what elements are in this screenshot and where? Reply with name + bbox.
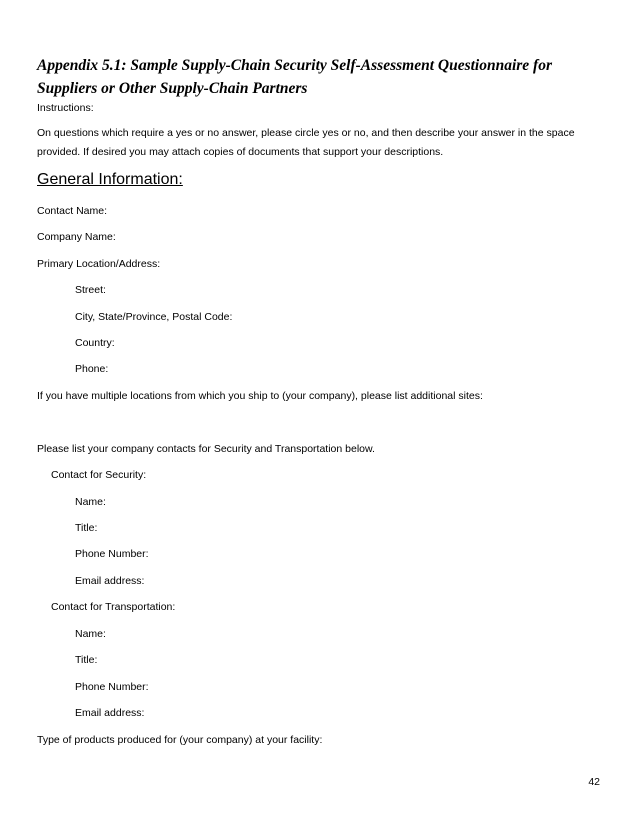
- city-state-postal-field-label: City, State/Province, Postal Code:: [75, 311, 233, 323]
- street-field-label: Street:: [75, 284, 106, 296]
- multiple-locations-prompt: If you have multiple locations from which you ship to (your company), please list additional sites:: [37, 390, 483, 402]
- page-number: 42: [588, 776, 600, 788]
- security-phone-field-label: Phone Number:: [75, 548, 149, 560]
- appendix-title-line-2: Suppliers or Other Supply-Chain Partners: [37, 80, 308, 97]
- security-name-field-label: Name:: [75, 496, 106, 508]
- country-field-label: Country:: [75, 337, 115, 349]
- instructions-label: Instructions:: [37, 102, 94, 114]
- primary-location-field-label: Primary Location/Address:: [37, 258, 161, 270]
- contact-name-field-label: Contact Name:: [37, 205, 108, 217]
- appendix-title-line-1: Appendix 5.1: Sample Supply-Chain Security Self-Assessment Questionnaire for: [37, 57, 552, 74]
- transportation-name-field-label: Name:: [75, 628, 106, 640]
- instructions-text-line-2: provided. If desired you may attach copies of documents that support your descriptions.: [37, 146, 444, 158]
- contacts-intro-text: Please list your company contacts for Security and Transportation below.: [37, 443, 375, 455]
- instructions-text-line-1: On questions which require a yes or no answer, please circle yes or no, and then describe your answer in the space: [37, 127, 575, 139]
- transportation-phone-field-label: Phone Number:: [75, 681, 149, 693]
- security-email-field-label: Email address:: [75, 575, 145, 587]
- security-title-field-label: Title:: [75, 522, 98, 534]
- security-contact-heading: Contact for Security:: [51, 469, 147, 481]
- products-prompt: Type of products produced for (your company) at your facility:: [37, 734, 323, 746]
- transportation-email-field-label: Email address:: [75, 707, 145, 719]
- transportation-contact-heading: Contact for Transportation:: [51, 601, 176, 613]
- general-information-heading: General Information:: [37, 171, 183, 188]
- transportation-title-field-label: Title:: [75, 654, 98, 666]
- phone-field-label: Phone:: [75, 363, 109, 375]
- company-name-field-label: Company Name:: [37, 231, 116, 243]
